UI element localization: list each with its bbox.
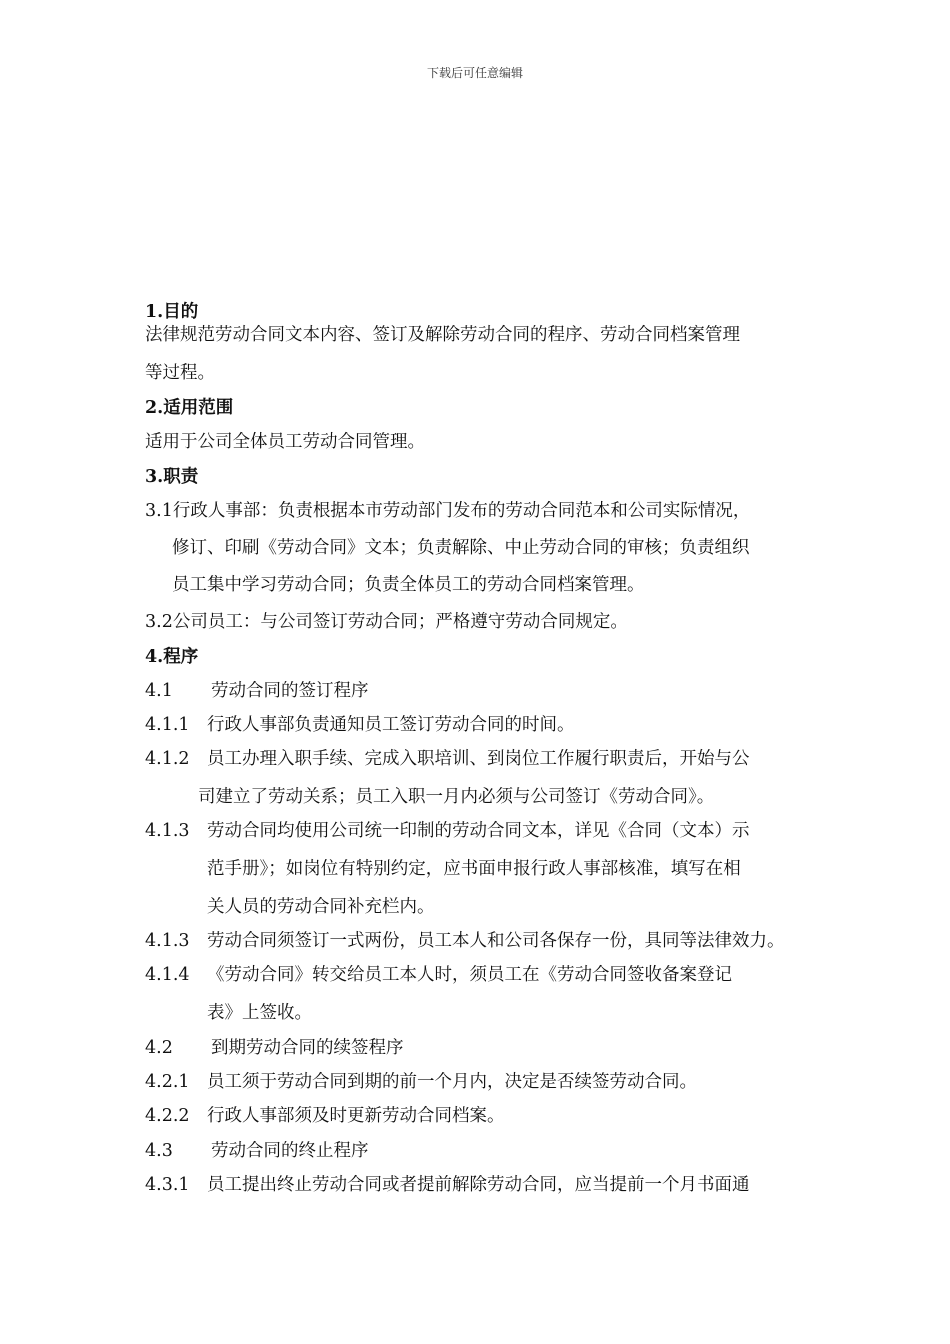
item-4-3-1: [145, 1173, 750, 1197]
item-4-1-1: [145, 713, 575, 737]
section-2-body-line-1: 适用于公司全体员工劳动合同管理。: [145, 432, 425, 452]
item-4-1-3a-number: 4.1.3: [145, 821, 190, 841]
item-4-2-number: 4.2: [145, 1038, 173, 1058]
item-3-2-line-1: [145, 610, 628, 634]
item-4-1-4-text: 《劳动合同》转交给员工本人时，须员工在《劳动合同签收备案登记: [207, 965, 732, 985]
item-4-1-3a-line-1: [145, 819, 750, 843]
item-4-1-3a-line-2: 范手册》；如岗位有特别约定，应书面申报行政人事部核准，填写在相: [207, 859, 741, 879]
item-4-1-4-number: 4.1.4: [145, 965, 190, 985]
item-4-1-3b-text: 劳动合同须签订一式两份，员工本人和公司各保存一份，具同等法律效力。: [207, 931, 785, 951]
item-4-2: [145, 1036, 404, 1060]
section-2-heading: 2.适用范围: [145, 398, 234, 418]
item-4-1-3b: [145, 929, 785, 953]
section-1-body-line-1: 法律规范劳动合同文本内容、签订及解除劳动合同的程序、劳动合同档案管理: [145, 325, 740, 345]
item-3-1-number: 3.1: [145, 501, 173, 521]
item-4-1-3a-text: 劳动合同均使用公司统一印制的劳动合同文本，详见《合同（文本）示: [207, 821, 750, 841]
section-4-heading: 4.程序: [145, 647, 199, 667]
item-4-2-1-text: 员工须于劳动合同到期的前一个月内，决定是否续签劳动合同。: [207, 1072, 697, 1092]
item-4-1-4-line-1: [145, 963, 732, 987]
section-1-heading: 1.目的: [145, 302, 199, 322]
item-4-1-2-line-2: 司建立了劳动关系；员工入职一月内必须与公司签订《劳动合同》。: [198, 787, 715, 807]
item-4-2-2: [145, 1104, 505, 1128]
item-4-1-1-text: 行政人事部负责通知员工签订劳动合同的时间。: [207, 715, 575, 735]
item-4-1-2-number: 4.1.2: [145, 749, 190, 769]
item-4-1: [145, 679, 369, 703]
item-3-1-line-3: 员工集中学习劳动合同；负责全体员工的劳动合同档案管理。: [172, 575, 645, 595]
item-4-1-4-line-2: 表》上签收。: [207, 1003, 312, 1023]
section-3-heading: 3.职责: [145, 467, 199, 487]
item-4-2-2-number: 4.2.2: [145, 1106, 190, 1126]
item-4-2-1-number: 4.2.1: [145, 1072, 190, 1092]
item-4-2-2-text: 行政人事部须及时更新劳动合同档案。: [207, 1106, 505, 1126]
item-4-3-text: 劳动合同的终止程序: [211, 1141, 369, 1161]
item-4-1-text: 劳动合同的签订程序: [211, 681, 369, 701]
item-3-1-line-1: [145, 499, 750, 523]
item-4-1-number: 4.1: [145, 681, 173, 701]
item-4-1-2-text: 员工办理入职手续、完成入职培训、到岗位工作履行职责后，开始与公: [207, 749, 750, 769]
item-4-2-text: 到期劳动合同的续签程序: [211, 1038, 404, 1058]
item-4-1-3b-number: 4.1.3: [145, 931, 190, 951]
section-1-body-line-2: 等过程。: [145, 363, 215, 383]
item-4-3-number: 4.3: [145, 1141, 173, 1161]
item-4-1-3a-line-3: 关人员的劳动合同补充栏内。: [207, 897, 435, 917]
item-4-3-1-text: 员工提出终止劳动合同或者提前解除劳动合同，应当提前一个月书面通: [207, 1175, 750, 1195]
item-3-2-number: 3.2: [145, 612, 173, 632]
item-4-3-1-number: 4.3.1: [145, 1175, 190, 1195]
item-4-1-1-number: 4.1.1: [145, 715, 190, 735]
page-header-note: 下载后可任意编辑: [426, 66, 523, 80]
item-3-1-text: 行政人事部：负责根据本市劳动部门发布的劳动合同范本和公司实际情况，: [172, 501, 751, 521]
item-4-1-2-line-1: [145, 747, 750, 771]
item-4-2-1: [145, 1070, 697, 1094]
item-3-2-text: 公司员工：与公司签订劳动合同；严格遵守劳动合同规定。: [172, 612, 628, 632]
item-4-3: [145, 1139, 369, 1163]
item-3-1-line-2: 修订、印刷《劳动合同》文本；负责解除、中止劳动合同的审核；负责组织: [172, 538, 750, 558]
